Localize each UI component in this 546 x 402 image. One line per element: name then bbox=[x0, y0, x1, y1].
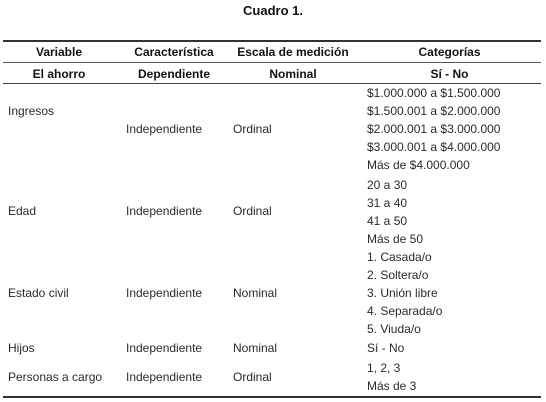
row-variable: Estado civil bbox=[8, 286, 69, 300]
category-item: 5. Viuda/o bbox=[367, 322, 421, 336]
category-item: 4. Separada/o bbox=[367, 304, 443, 318]
header-categorias: Categorías bbox=[418, 45, 481, 59]
row-caracteristica: Independiente bbox=[126, 204, 203, 218]
category-item: Más de 3 bbox=[367, 379, 417, 393]
row-variable: Personas a cargo bbox=[8, 370, 103, 384]
category-item: 41 a 50 bbox=[367, 214, 408, 228]
category-item: 2. Soltera/o bbox=[367, 268, 429, 282]
category-item: $3.000.001 a $4.000.000 bbox=[367, 140, 501, 154]
row-categorias bbox=[367, 86, 500, 176]
header-variable: Variable bbox=[35, 45, 83, 59]
category-item: $1.000.000 a $1.500.000 bbox=[367, 86, 501, 100]
row-escala: Ordinal bbox=[233, 122, 272, 136]
category-item: Más de $4.000.000 bbox=[367, 158, 470, 172]
dependent-escala: Nominal bbox=[269, 67, 317, 81]
row-caracteristica: Independiente bbox=[126, 341, 203, 355]
category-item: 1, 2, 3 bbox=[367, 361, 401, 375]
row-variable: Edad bbox=[8, 204, 37, 218]
row-escala: Ordinal bbox=[233, 370, 272, 384]
category-item: 1. Casada/o bbox=[367, 250, 432, 264]
header-caracteristica: Característica bbox=[134, 45, 214, 59]
table-top-rule bbox=[3, 40, 541, 42]
category-item: 20 a 30 bbox=[367, 178, 408, 192]
row-escala: Nominal bbox=[233, 341, 278, 355]
body-divider bbox=[3, 83, 541, 84]
row-escala: Ordinal bbox=[233, 204, 272, 218]
category-item: Sí - No bbox=[367, 341, 405, 355]
category-item: $2.000.001 a $3.000.000 bbox=[367, 122, 501, 136]
header-escala: Escala de medición bbox=[237, 45, 349, 59]
dependent-categorias: Sí - No bbox=[430, 67, 469, 81]
category-item: Más de 50 bbox=[367, 232, 424, 246]
table-caption: Cuadro 1. bbox=[243, 3, 303, 18]
row-caracteristica: Independiente bbox=[126, 122, 203, 136]
row-categorias bbox=[367, 250, 442, 340]
row-categorias bbox=[367, 178, 423, 250]
row-categorias bbox=[367, 361, 416, 397]
row-variable: Ingresos bbox=[8, 104, 55, 118]
category-item: 3. Unión libre bbox=[367, 286, 438, 300]
row-caracteristica: Independiente bbox=[126, 286, 203, 300]
row-escala: Nominal bbox=[233, 286, 278, 300]
row-variable: Hijos bbox=[8, 341, 35, 355]
table-bottom-rule bbox=[3, 396, 541, 398]
category-item: $1.500.001 a $2.000.000 bbox=[367, 104, 501, 118]
row-categorias bbox=[367, 341, 404, 359]
header-divider bbox=[3, 62, 541, 63]
row-caracteristica: Independiente bbox=[126, 370, 203, 384]
dependent-variable: El ahorro bbox=[32, 67, 86, 81]
dependent-caracteristica: Dependiente bbox=[137, 67, 210, 81]
category-item: 31 a 40 bbox=[367, 196, 408, 210]
